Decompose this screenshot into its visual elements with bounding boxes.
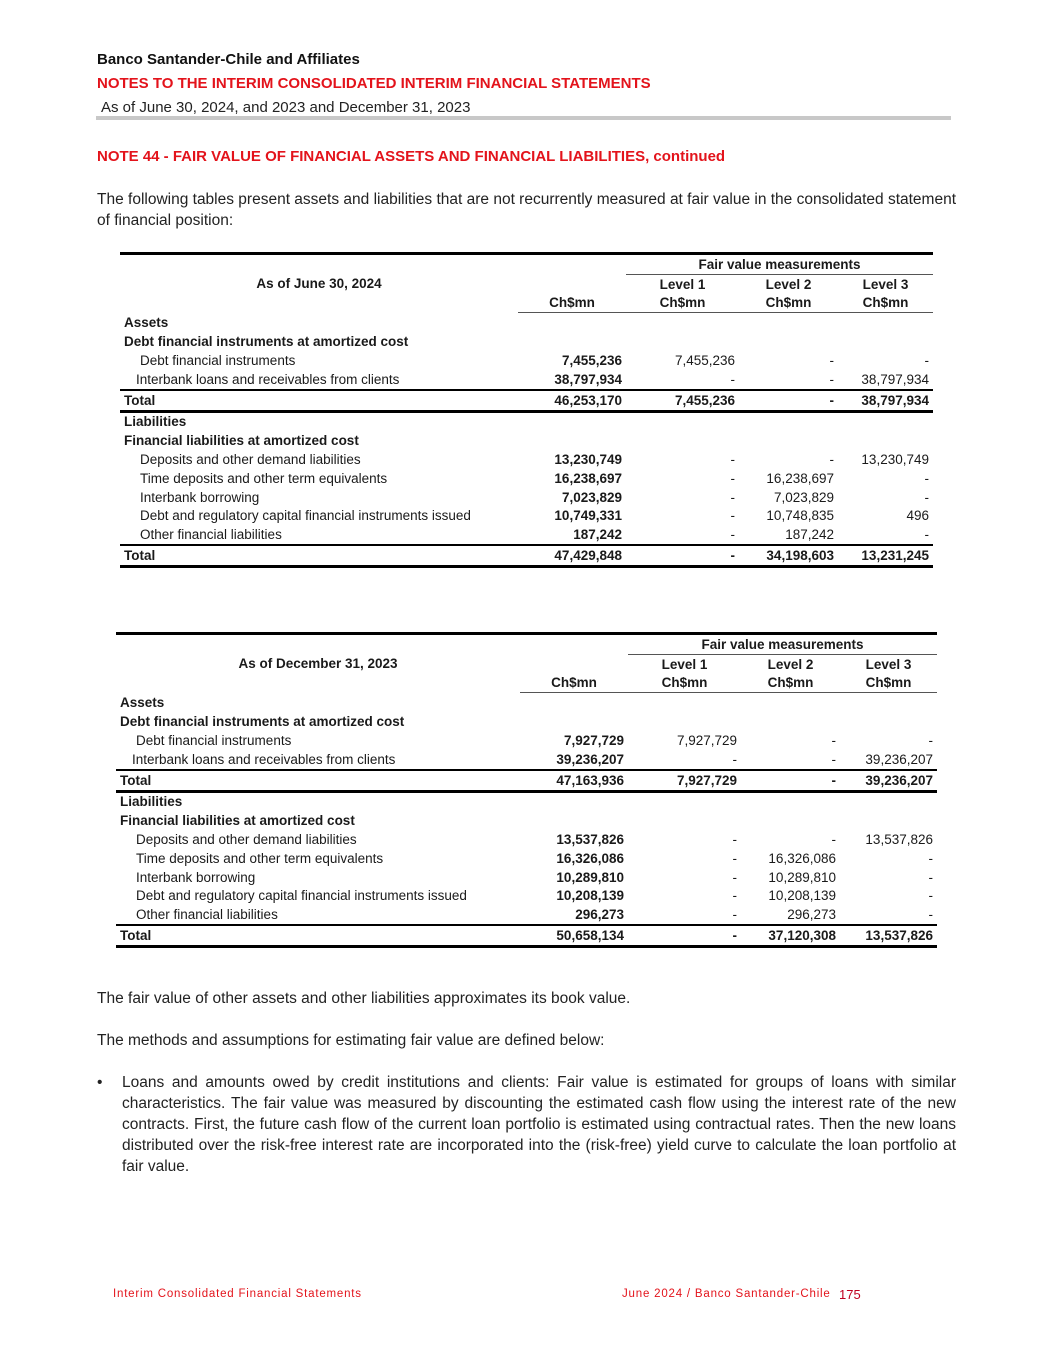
row-label: Debt financial instruments xyxy=(140,352,296,368)
row-level3: - xyxy=(924,470,929,486)
row-level2: 10,208,139 xyxy=(768,888,836,904)
row-total: 47,429,848 xyxy=(518,545,626,567)
table-row xyxy=(116,830,937,849)
liabilities-total-row xyxy=(120,545,933,567)
row-level2: - xyxy=(831,832,836,848)
footer-right: June 2024 / Banco Santander-Chile xyxy=(622,1288,831,1300)
row-label: Debt and regulatory capital financial instruments issued xyxy=(140,508,471,524)
row-level1: - xyxy=(732,869,737,885)
table-row xyxy=(116,731,937,750)
row-level1: - xyxy=(730,527,735,543)
row-level3: - xyxy=(928,907,933,923)
fair-value-table-june-2024 xyxy=(120,252,933,568)
table-row xyxy=(116,849,937,868)
table-row xyxy=(120,450,933,469)
row-total: 10,289,810 xyxy=(556,869,624,885)
row-total: 10,208,139 xyxy=(556,888,624,904)
assets-subheading: Debt financial instruments at amortized cost xyxy=(120,714,405,730)
assets-total-row xyxy=(120,390,933,412)
row-total: 296,273 xyxy=(575,907,624,923)
row-level1: - xyxy=(732,832,737,848)
row-label: Interbank borrowing xyxy=(140,489,260,505)
liabilities-heading: Liabilities xyxy=(124,414,187,430)
row-level2: - xyxy=(829,452,834,468)
row-total: 16,326,086 xyxy=(556,850,624,866)
row-level3: - xyxy=(928,869,933,885)
level1-header: Level 1 xyxy=(661,656,708,672)
level2-unit-header: Ch$mn xyxy=(739,294,838,313)
other-assets-paragraph: The fair value of other assets and other liabilities approximates its book value. xyxy=(97,990,631,1007)
page-number: 175 xyxy=(839,1287,861,1302)
row-level2: - xyxy=(831,732,836,748)
row-total: 13,230,749 xyxy=(554,452,622,468)
bullet-icon: • xyxy=(97,1074,103,1091)
assets-heading: Assets xyxy=(124,315,169,331)
level3-unit-header: Ch$mn xyxy=(840,674,937,693)
level3-header: Level 3 xyxy=(865,656,912,672)
row-level3: - xyxy=(928,732,933,748)
fair-value-measurements-header: Fair value measurements xyxy=(628,634,937,655)
row-level1: - xyxy=(730,489,735,505)
liabilities-subheading: Financial liabilities at amortized cost xyxy=(124,433,359,449)
as-of-date: As of June 30, 2024, and 2023 and December 31, 2023 xyxy=(101,99,471,116)
row-level1: - xyxy=(730,371,735,387)
row-level3: - xyxy=(924,352,929,368)
table-row xyxy=(120,507,933,526)
row-level2: - xyxy=(831,751,836,767)
row-label: Other financial liabilities xyxy=(136,907,278,923)
row-total: 50,658,134 xyxy=(520,925,628,947)
row-label: Deposits and other demand liabilities xyxy=(136,832,357,848)
note-title: NOTE 44 - FAIR VALUE OF FINANCIAL ASSETS AND FINANCIAL LIABILITIES, continued xyxy=(97,148,726,165)
table-row xyxy=(116,868,937,887)
level2-header: Level 2 xyxy=(767,656,814,672)
row-level2: 296,273 xyxy=(787,907,836,923)
row-level3: 13,537,826 xyxy=(840,925,937,947)
period-header: As of December 31, 2023 xyxy=(116,634,520,693)
row-level2: - xyxy=(741,770,840,792)
row-level2: 10,289,810 xyxy=(768,869,836,885)
level2-header: Level 2 xyxy=(765,276,812,292)
table-row xyxy=(116,750,937,770)
row-level2: 16,238,697 xyxy=(766,470,834,486)
row-level2: - xyxy=(739,390,838,412)
row-label: Total xyxy=(116,925,520,947)
row-level3: - xyxy=(924,489,929,505)
assets-heading: Assets xyxy=(120,695,165,711)
row-label: Interbank loans and receivables from clients xyxy=(132,751,396,767)
row-level1: 7,455,236 xyxy=(626,390,739,412)
level1-header: Level 1 xyxy=(659,276,706,292)
row-level2: 187,242 xyxy=(785,527,834,543)
row-level3: 13,537,826 xyxy=(865,832,933,848)
row-level1: 7,927,729 xyxy=(628,770,741,792)
row-total: 16,238,697 xyxy=(554,470,622,486)
row-level3: - xyxy=(924,527,929,543)
row-total: 46,253,170 xyxy=(518,390,626,412)
row-level1: - xyxy=(628,925,741,947)
fair-value-measurements-header: Fair value measurements xyxy=(626,254,933,275)
row-level1: - xyxy=(730,452,735,468)
row-label: Interbank loans and receivables from clients xyxy=(136,371,400,387)
row-label: Total xyxy=(116,770,520,792)
liabilities-heading: Liabilities xyxy=(120,794,183,810)
row-total: 7,927,729 xyxy=(563,732,624,748)
row-level2: 37,120,308 xyxy=(741,925,840,947)
row-total: 7,455,236 xyxy=(561,352,622,368)
header-divider xyxy=(96,116,951,120)
row-level3: 496 xyxy=(906,508,929,524)
period-header: As of June 30, 2024 xyxy=(120,254,518,313)
table-row xyxy=(120,525,933,545)
level1-unit-header: Ch$mn xyxy=(628,674,741,693)
table-row xyxy=(120,351,933,370)
row-total: 7,023,829 xyxy=(561,489,622,505)
table-row xyxy=(120,370,933,390)
row-label: Other financial liabilities xyxy=(140,527,282,543)
list-item xyxy=(97,1072,956,1177)
row-total: 13,537,826 xyxy=(556,832,624,848)
row-level2: - xyxy=(829,371,834,387)
row-total: 39,236,207 xyxy=(556,751,624,767)
row-level3: 38,797,934 xyxy=(838,390,933,412)
row-level3: 13,231,245 xyxy=(838,545,933,567)
notes-title: NOTES TO THE INTERIM CONSOLIDATED INTERIM FINANCIAL STATEMENTS xyxy=(97,75,651,92)
row-label: Debt financial instruments xyxy=(136,732,292,748)
row-total: 10,749,331 xyxy=(554,508,622,524)
table-row xyxy=(120,469,933,488)
row-level3: 39,236,207 xyxy=(865,751,933,767)
row-total: 47,163,936 xyxy=(520,770,628,792)
row-level3: 13,230,749 xyxy=(861,452,929,468)
table-row xyxy=(120,488,933,507)
table-row xyxy=(116,905,937,925)
row-label: Time deposits and other term equivalents xyxy=(140,470,388,486)
total-unit-header: Ch$mn xyxy=(520,674,628,693)
row-level2: - xyxy=(829,352,834,368)
table-row xyxy=(116,887,937,906)
row-level1: 7,927,729 xyxy=(676,732,737,748)
row-total: 38,797,934 xyxy=(554,371,622,387)
footer-left: Interim Consolidated Financial Statements xyxy=(113,1288,362,1300)
row-label: Time deposits and other term equivalents xyxy=(136,850,384,866)
row-level1: - xyxy=(732,888,737,904)
intro-paragraph: The following tables present assets and liabilities that are not recurrently measured at fair value in the consolidated statement of financial position: xyxy=(97,191,957,229)
row-level1: - xyxy=(730,508,735,524)
level3-unit-header: Ch$mn xyxy=(838,294,933,313)
row-level2: 10,748,835 xyxy=(766,508,834,524)
row-total: 187,242 xyxy=(573,527,622,543)
row-level1: - xyxy=(730,470,735,486)
liabilities-total-row xyxy=(116,925,937,947)
assets-total-row xyxy=(116,770,937,792)
level1-unit-header: Ch$mn xyxy=(626,294,739,313)
row-label: Total xyxy=(120,390,518,412)
row-level2: 34,198,603 xyxy=(739,545,838,567)
row-level1: - xyxy=(732,751,737,767)
row-level2: 7,023,829 xyxy=(773,489,834,505)
row-level1: - xyxy=(732,850,737,866)
row-level1: 7,455,236 xyxy=(674,352,735,368)
loans-bullet-text: Loans and amounts owed by credit institutions and clients: Fair value is estimated for groups of loans with similar characteristics. The fair value was measured by discounting the estimated cash flow using the interest rate of the new contracts. First, the future cash flow of the current loan portfolio is estimated using contractual rates. Then the new loans distributed over the risk-free interest rate are incorporated into the (risk-free) yield curve to calculate the loan portfolio at fair value. xyxy=(122,1074,956,1175)
row-level1: - xyxy=(626,545,739,567)
methods-paragraph: The methods and assumptions for estimating fair value are defined below: xyxy=(97,1032,605,1049)
row-level1: - xyxy=(732,907,737,923)
fair-value-table-dec-2023 xyxy=(116,632,937,948)
row-label: Deposits and other demand liabilities xyxy=(140,452,361,468)
row-level2: 16,326,086 xyxy=(768,850,836,866)
assets-subheading: Debt financial instruments at amortized cost xyxy=(124,334,409,350)
row-level3: - xyxy=(928,888,933,904)
company-name: Banco Santander-Chile and Affiliates xyxy=(97,51,360,68)
row-label: Debt and regulatory capital financial instruments issued xyxy=(136,888,467,904)
row-level3: - xyxy=(928,850,933,866)
level3-header: Level 3 xyxy=(862,276,909,292)
row-label: Total xyxy=(120,545,518,567)
level2-unit-header: Ch$mn xyxy=(741,674,840,693)
total-unit-header: Ch$mn xyxy=(518,294,626,313)
row-level3: 38,797,934 xyxy=(861,371,929,387)
liabilities-subheading: Financial liabilities at amortized cost xyxy=(120,813,355,829)
row-label: Interbank borrowing xyxy=(136,869,256,885)
row-level3: 39,236,207 xyxy=(840,770,937,792)
